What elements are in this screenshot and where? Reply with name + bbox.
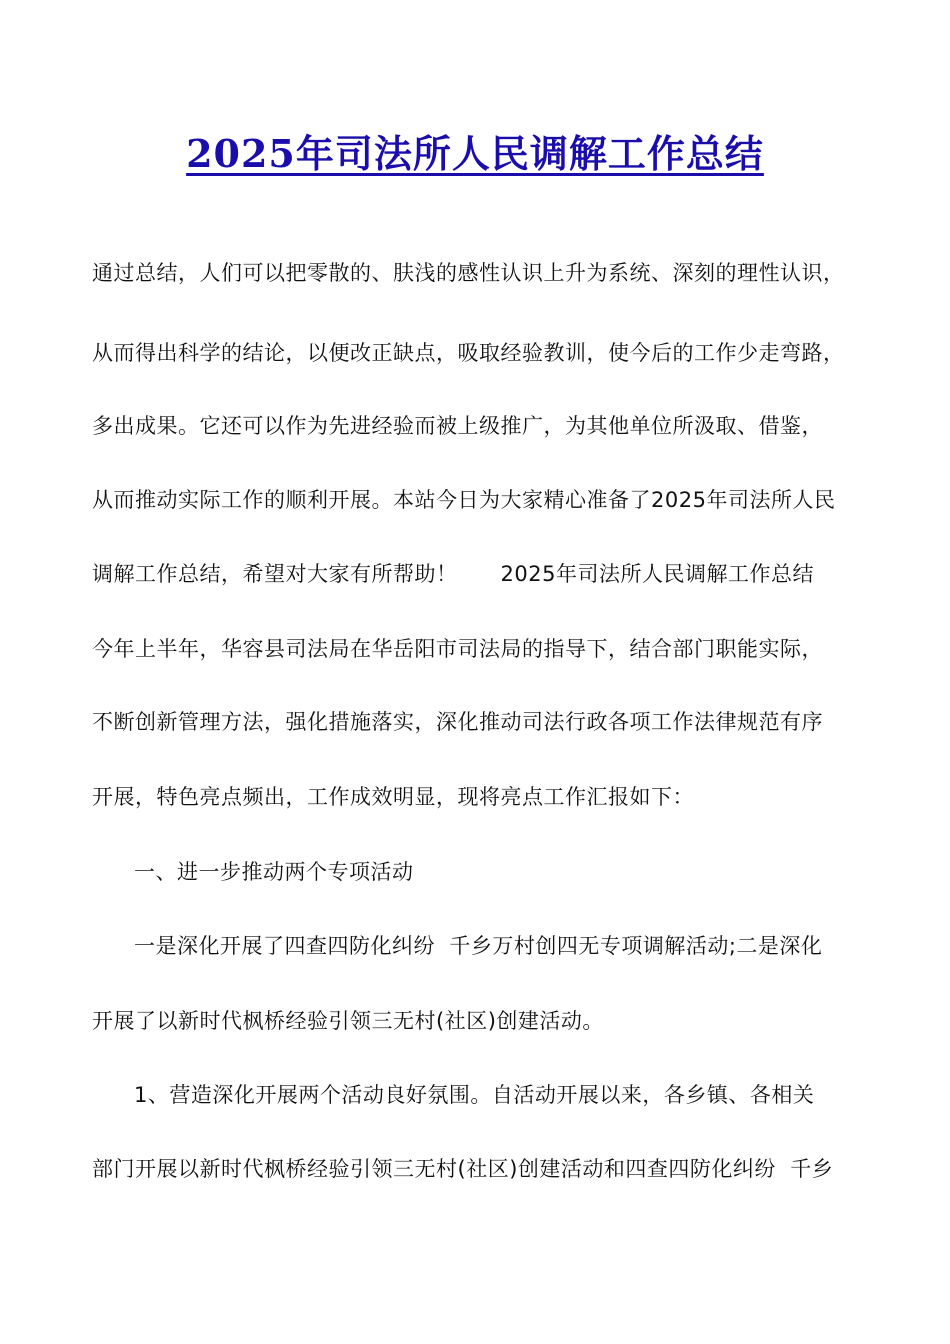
body-line: 多出成果。它还可以作为先进经验而被上级推广，为其他单位所汲取、借鉴， <box>92 414 823 438</box>
body-line: 通过总结，人们可以把零散的、肤浅的感性认识上升为系统、深刻的理性认识， <box>92 261 845 285</box>
body-line: 部门开展以新时代枫桥经验引领三无村(社区)创建活动和四查四防化纠纷 千乡 <box>92 1157 834 1181</box>
body-line: 从而得出科学的结论，以便改正缺点，吸取经验教训，使今后的工作少走弯路， <box>92 341 845 365</box>
body-line: 今年上半年，华容县司法局在华岳阳市司法局的指导下，结合部门职能实际， <box>92 637 823 661</box>
body-line: 从而推动实际工作的顺利开展。本站今日为大家精心准备了2025年司法所人民 <box>92 488 836 512</box>
body-line: 一是深化开展了四查四防化纠纷 千乡万村创四无专项调解活动;二是深化 <box>134 934 823 958</box>
body-line: 调解工作总结，希望对大家有所帮助！ 2025年司法所人民调解工作总结 <box>92 562 814 586</box>
body-line: 不断创新管理方法，强化措施落实，深化推动司法行政各项工作法律规范有序 <box>92 710 823 734</box>
body-line: 开展了以新时代枫桥经验引领三无村(社区)创建活动。 <box>92 1009 604 1033</box>
body-line: 开展，特色亮点频出，工作成效明显，现将亮点工作汇报如下： <box>92 785 694 809</box>
section-heading: 一、进一步推动两个专项活动 <box>134 860 414 884</box>
body-line: 1、营造深化开展两个活动良好氛围。自活动开展以来，各乡镇、各相关 <box>134 1083 815 1107</box>
document-title[interactable]: 2025年司法所人民调解工作总结 <box>186 131 764 176</box>
